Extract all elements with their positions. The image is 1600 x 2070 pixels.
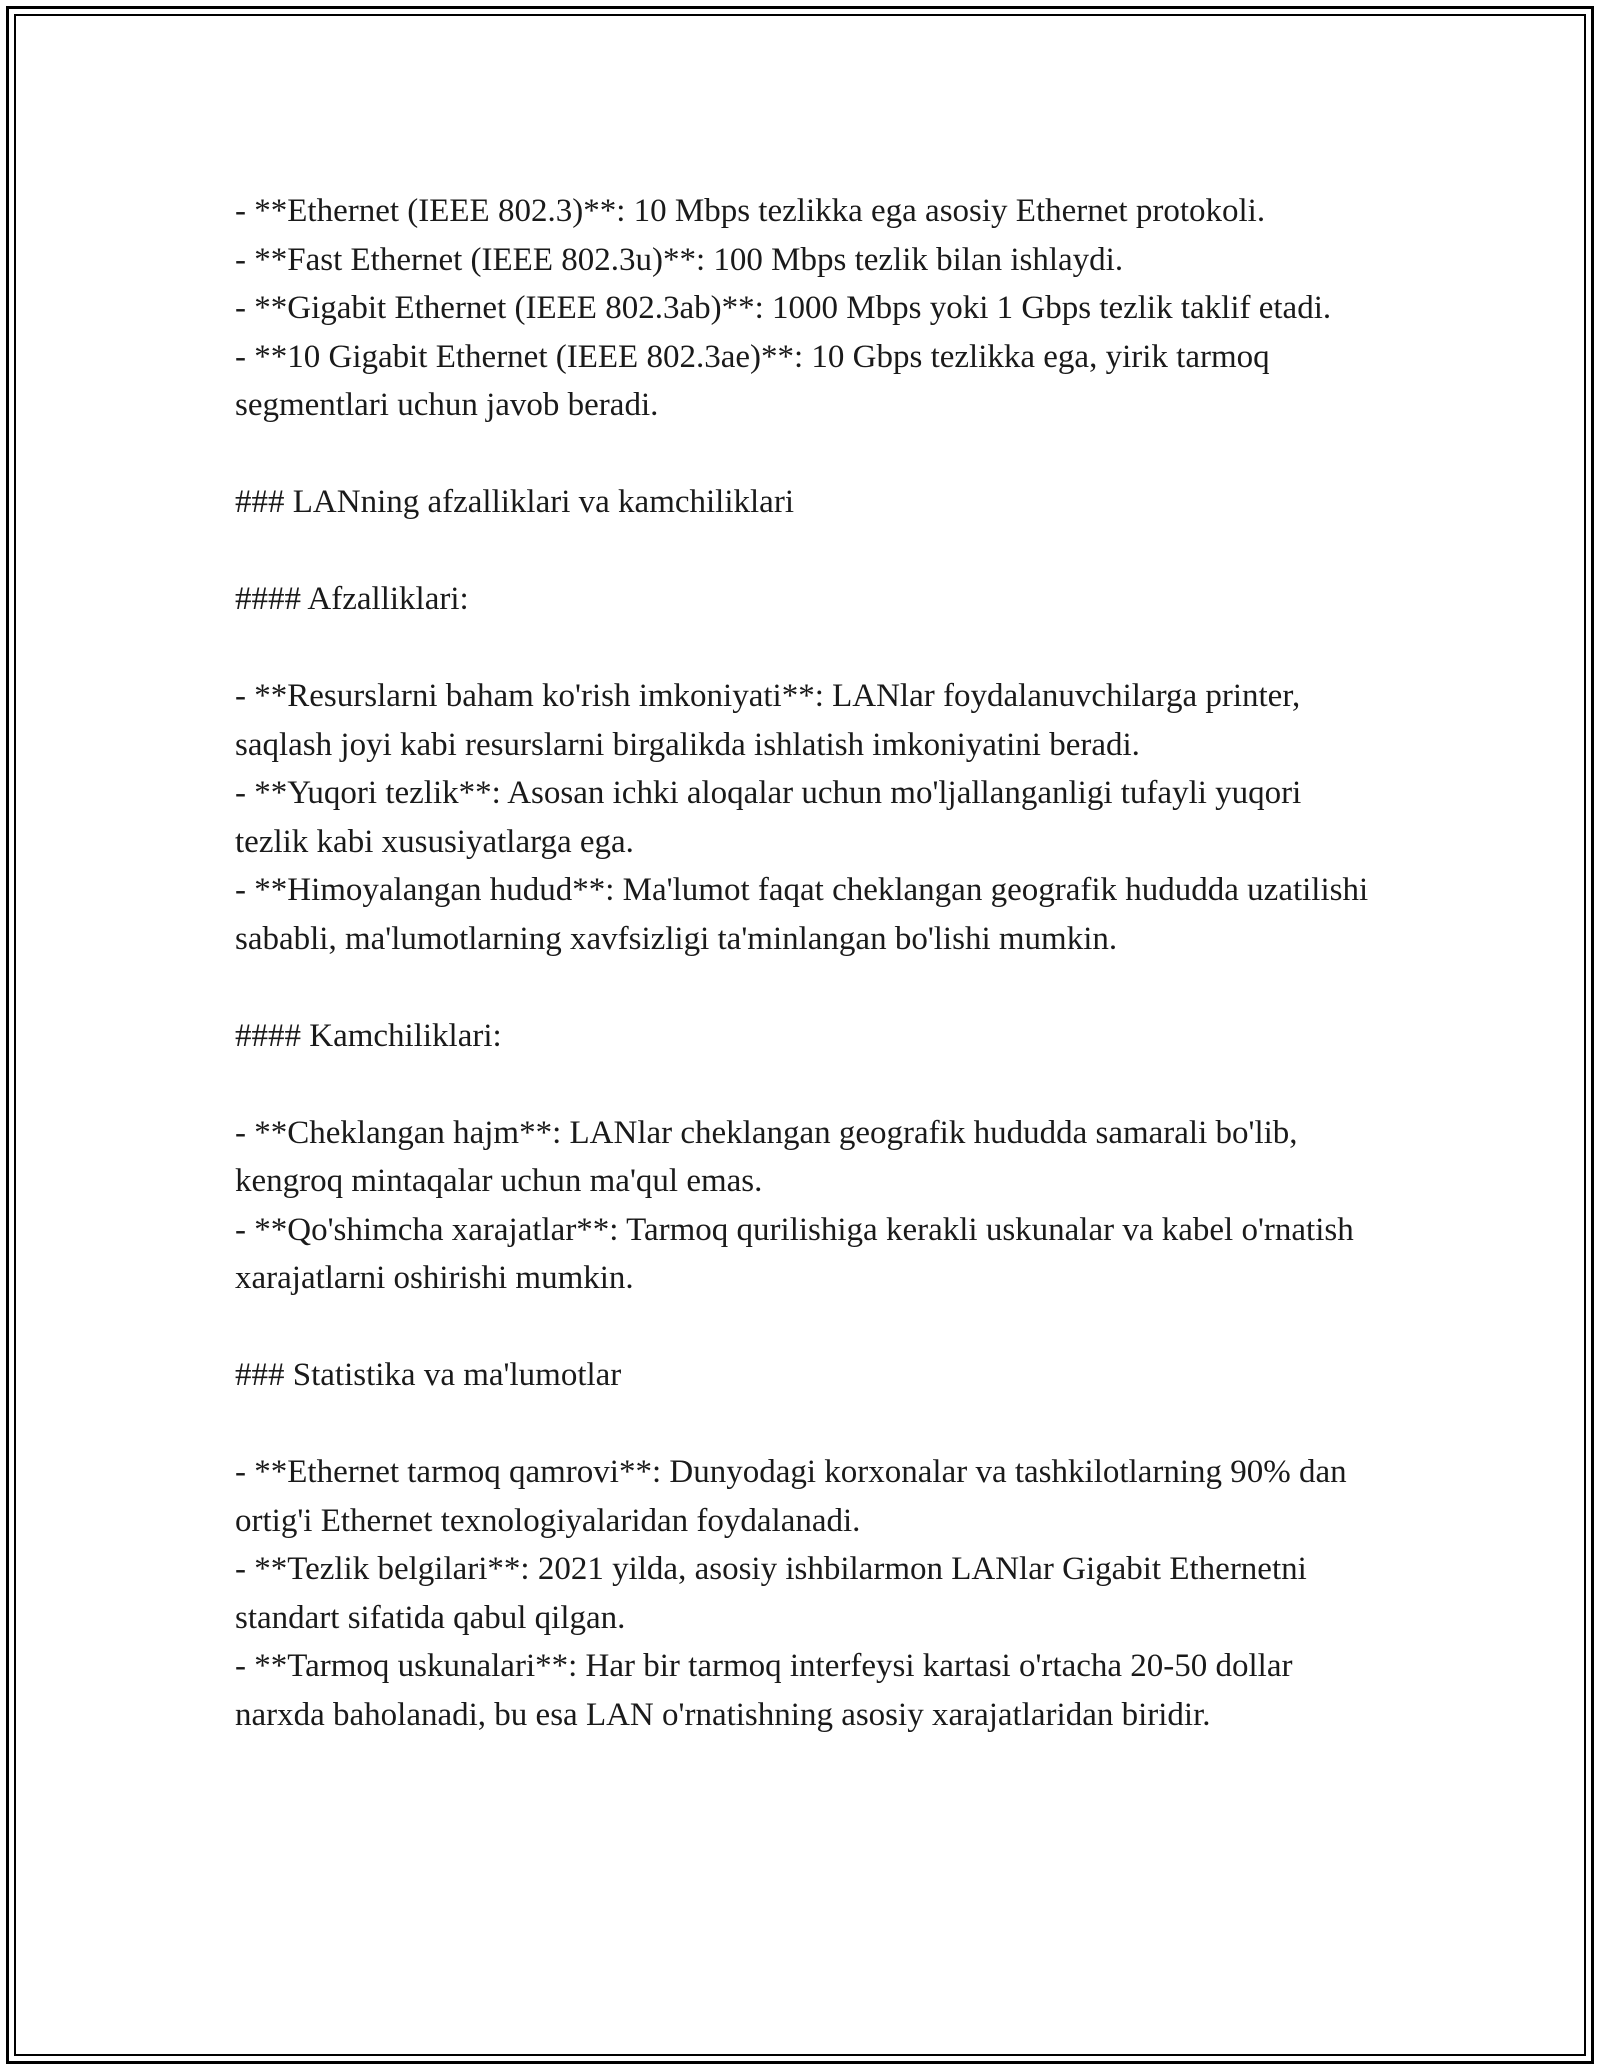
list-item: - **Tarmoq uskunalari**: Har bir tarmoq interfeysi kartasi o'rtacha 20-50 dollar narxda baholanadi, bu esa LAN o'rnatishning asosiy xarajatlaridan biridir. <box>235 1648 1301 1733</box>
subheading-disadvantages: #### Kamchiliklari: <box>235 1017 502 1054</box>
list-item: - **Qo'shimcha xarajatlar**: Tarmoq qurilishiga kerakli uskunalar va kabel o'rnatish xarajatlarni oshirishi mumkin. <box>235 1211 1362 1296</box>
list-item: - **Cheklangan hajm**: LANlar cheklangan geografik hududda samarali bo'lib, kengroq mintaqalar uchun ma'qul emas. <box>235 1114 1306 1199</box>
list-item: - **Yuqori tezlik**: Asosan ichki aloqalar uchun mo'ljallanganligi tufayli yuqori tezlik kabi xususiyatlarga ega. <box>235 775 1310 860</box>
disadvantages-list <box>235 1109 1375 1303</box>
spacer <box>235 963 1375 1012</box>
statistics-list <box>235 1448 1375 1739</box>
advantages-list <box>235 672 1375 963</box>
spacer <box>235 1400 1375 1449</box>
spacer <box>235 527 1375 576</box>
section-heading-statistics: ### Statistika va ma'lumotlar <box>235 1357 622 1393</box>
spacer <box>235 624 1375 673</box>
list-item: - **Fast Ethernet (IEEE 802.3u)**: 100 Mbps tezlik bilan ishlaydi. <box>235 241 1124 278</box>
ethernet-standards-list <box>235 187 1375 430</box>
document-body <box>235 187 1375 1739</box>
list-item: - **10 Gigabit Ethernet (IEEE 802.3ae)**: 10 Gbps tezlikka ega, yirik tarmoq segmentlari uchun javob beradi. <box>235 338 1278 423</box>
subheading-advantages: #### Afzalliklari: <box>235 581 469 617</box>
list-item: - **Tezlik belgilari**: 2021 yilda, asosiy ishbilarmon LANlar Gigabit Ethernetni standart sifatida qabul qilgan. <box>235 1551 1316 1636</box>
section-heading-pros-cons: ### LANning afzalliklari va kamchiliklari <box>235 484 794 520</box>
list-item: - **Himoyalangan hudud**: Ma'lumot faqat cheklangan geografik hududda uzatilishi sababli, ma'lumotlarning xavfsizligi ta'minlangan bo'lishi mumkin. <box>235 872 1377 957</box>
list-item: - **Resurslarni baham ko'rish imkoniyati**: LANlar foydalanuvchilarga printer, saqlash joyi kabi resurslarni birgalikda ishlatish imkoniyatini beradi. <box>235 678 1309 763</box>
spacer <box>235 430 1375 479</box>
spacer <box>235 1303 1375 1352</box>
spacer <box>235 1060 1375 1109</box>
list-item: - **Gigabit Ethernet (IEEE 802.3ab)**: 1000 Mbps yoki 1 Gbps tezlik taklif etadi. <box>235 290 1332 326</box>
list-item: - **Ethernet tarmoq qamrovi**: Dunyodagi korxonalar va tashkilotlarning 90% dan ortig'i Ethernet texnologiyalaridan foydalanadi. <box>235 1454 1355 1539</box>
list-item: - **Ethernet (IEEE 802.3)**: 10 Mbps tezlikka ega asosiy Ethernet protokoli. <box>235 193 1266 229</box>
